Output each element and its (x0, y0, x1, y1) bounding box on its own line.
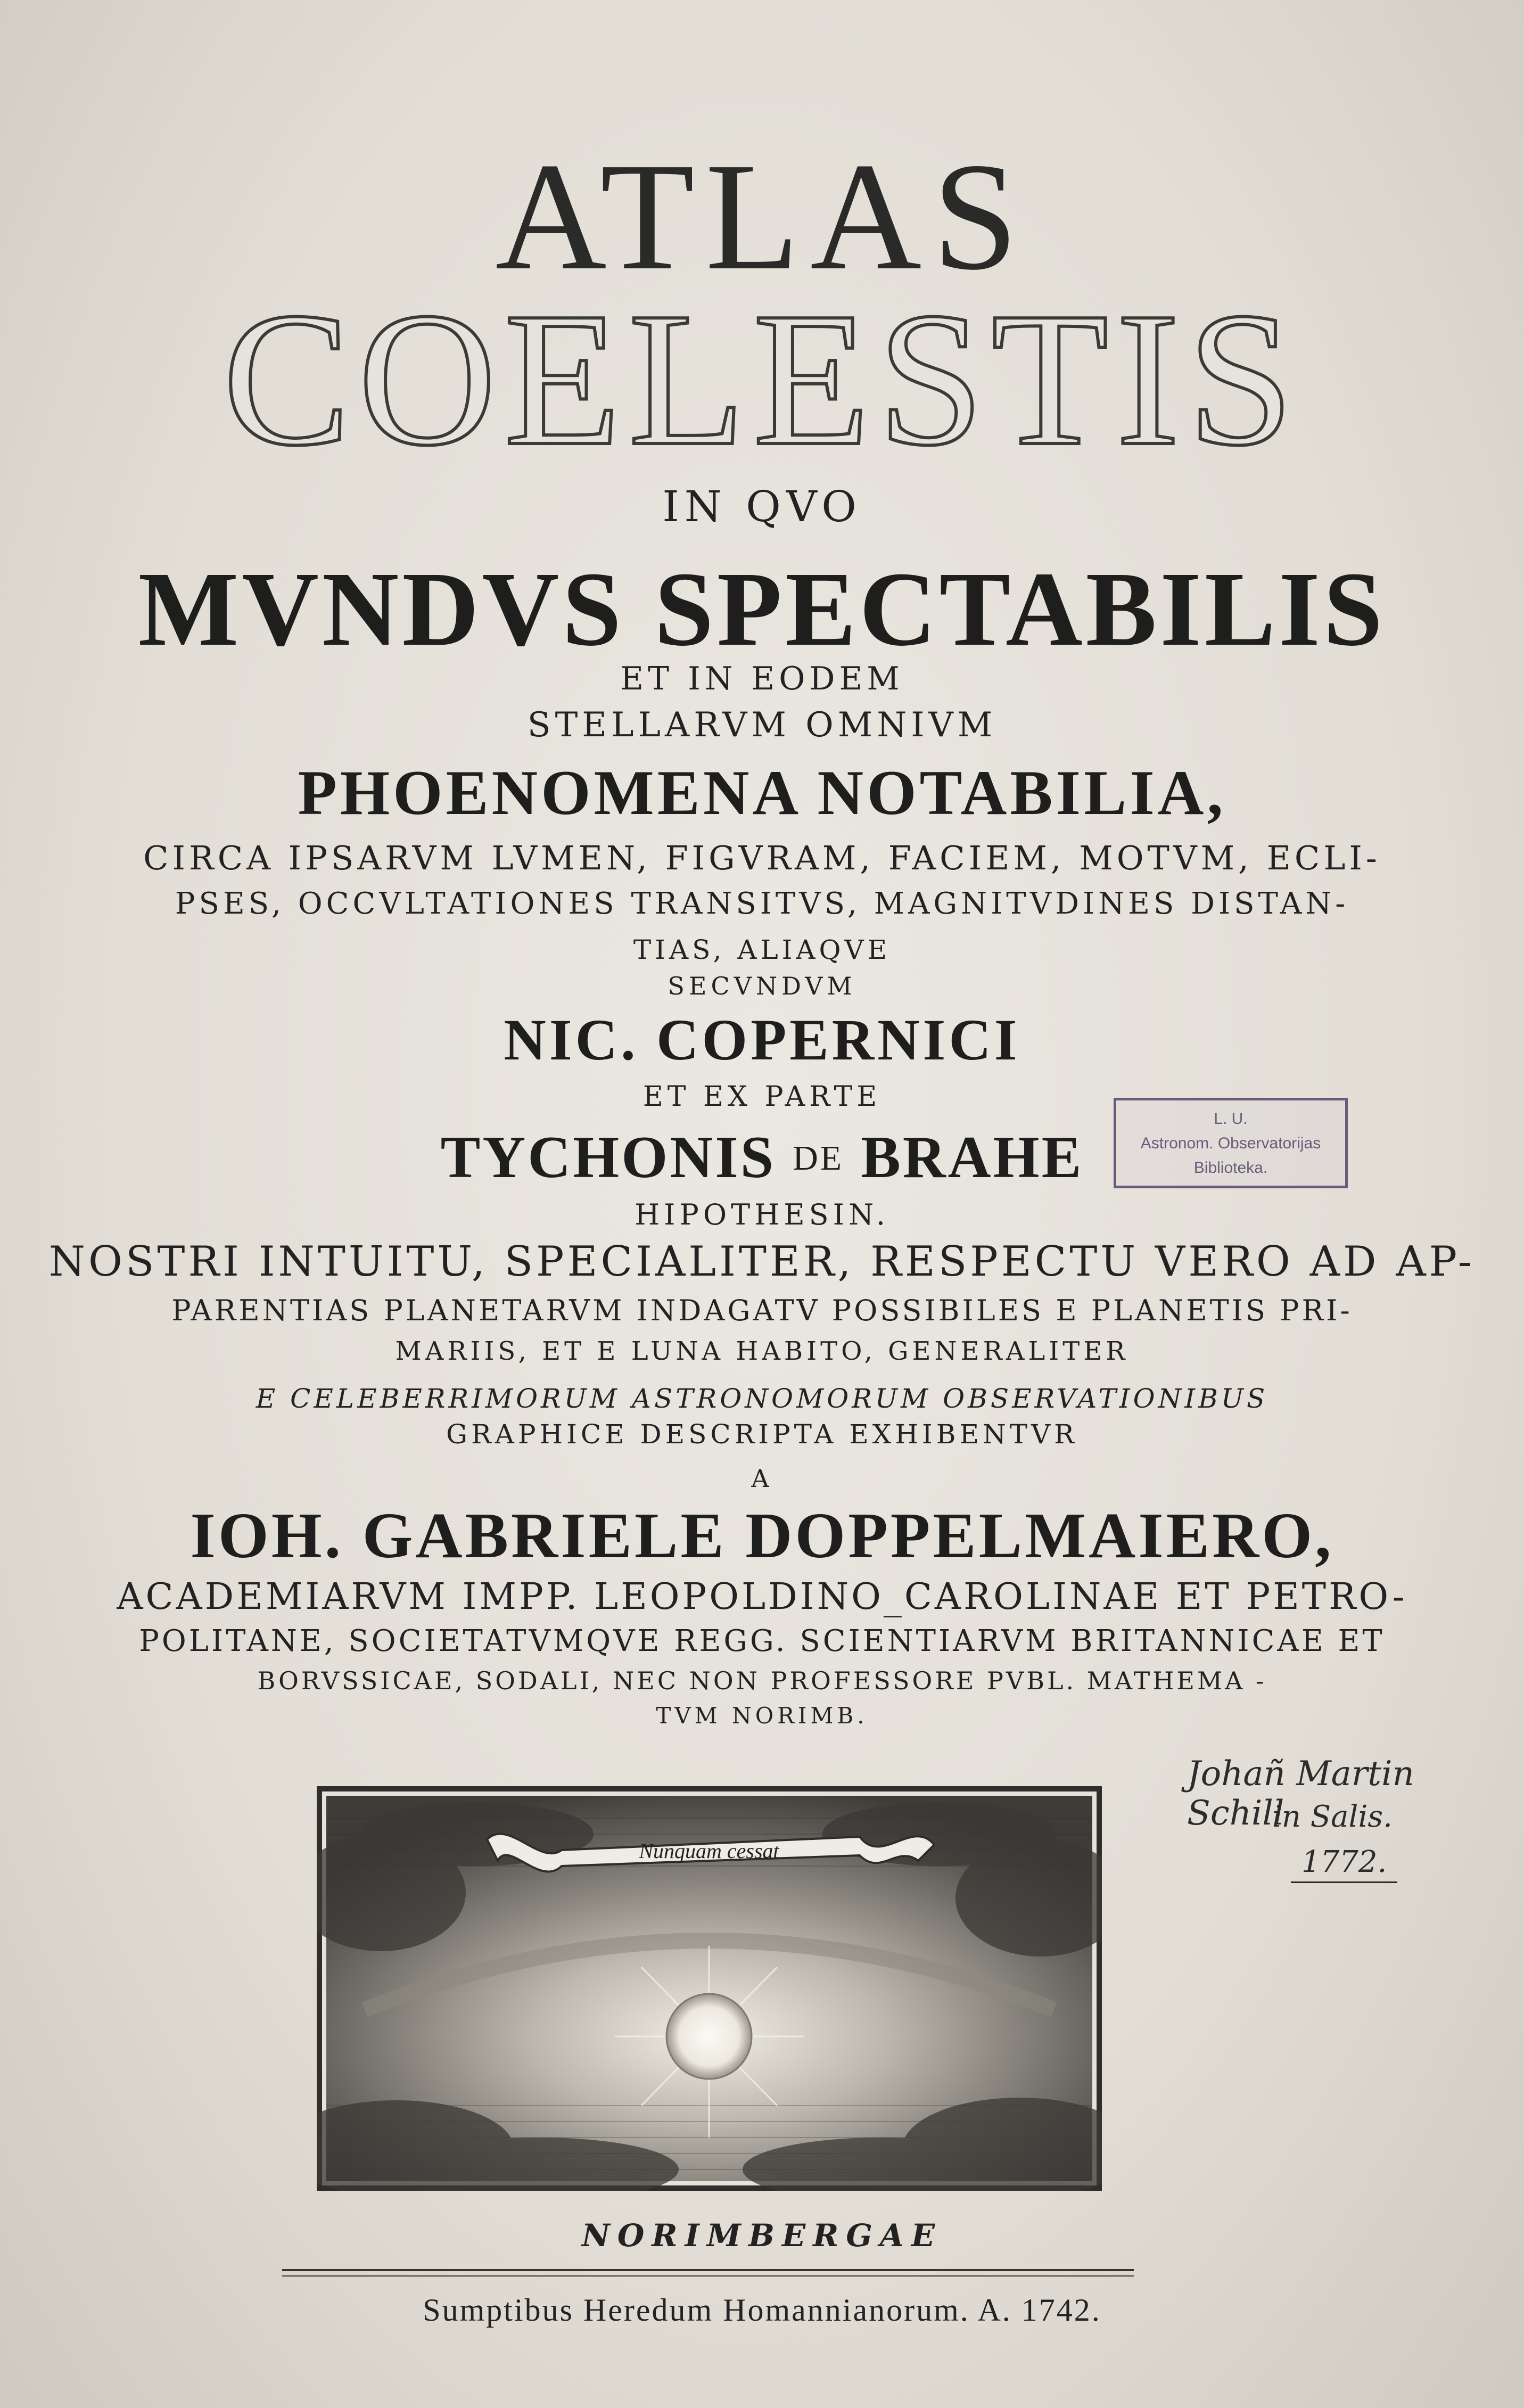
line-mundus-spectabilis: MVNDVS SPECTABILIS (138, 550, 1386, 668)
signature-line-3: 1772. (1291, 1845, 1397, 1883)
line-et-ex-parte: ET EX PARTE (642, 1081, 882, 1113)
line-phoenomena: PHOENOMENA NOTABILIA, (298, 757, 1226, 828)
title-atlas: ATLAS (495, 131, 1029, 302)
line-et-in-eodem: ET IN EODEM (620, 660, 904, 697)
line-circa-1: CIRCA IPSARVM LVMEN, FIGVRAM, FACIEM, MOTVM, ECLI- (143, 839, 1381, 877)
imprint-rule-top (282, 2269, 1134, 2271)
line-circa-3: TIAS, ALIAQVE (633, 934, 891, 965)
line-in-quo: IN QVO (662, 482, 862, 531)
imprint-line: Sumptibus Heredum Homannianorum. A. 1742. (423, 2292, 1101, 2328)
line-hipothesin: HIPOTHESIN. (635, 1198, 889, 1231)
line-celeberrimorum: E CELEBERRIMORUM ASTRONOMORUM OBSERVATIONIBUS (256, 1383, 1268, 1414)
brahe: BRAHE (861, 1124, 1084, 1190)
line-copernici: NIC. COPERNICI (504, 1007, 1020, 1072)
library-stamp (1114, 1098, 1348, 1188)
line-academiarum-1: ACADEMIARVM IMPP. LEOPOLDINO_CAROLINAE ET PETRO- (117, 1576, 1407, 1618)
line-a: A (751, 1464, 773, 1493)
stamp-line-3: Biblioteka. (1193, 1159, 1268, 1177)
imprint-rule-bottom (282, 2275, 1134, 2276)
line-academiarum-3: BORVSSICAE, SODALI, NEC NON PROFESSORE PVBL. MATHEMA - (257, 1666, 1267, 1695)
place-norimbergae: NORIMBERGAE (581, 2217, 943, 2254)
line-doppelmaiero: IOH. GABRIELE DOPPELMAIERO, (190, 1500, 1334, 1572)
handwritten-signature (1176, 1754, 1517, 1898)
title-coelestis: COELESTIS (223, 273, 1301, 485)
line-nostri-1: NOSTRI INTUITU, SPECIALITER, RESPECTU VERO AD AP- (48, 1238, 1476, 1286)
line-circa-2: PSES, OCCVLTATIONES TRANSITVS, MAGNITVDINES DISTAN- (175, 886, 1349, 921)
line-nostri-2: PARENTIAS PLANETARVM INDAGATV POSSIBILES E PLANETIS PRI- (171, 1294, 1353, 1327)
signature-line-2: in Salis. (1272, 1799, 1393, 1834)
engraved-vignette (317, 1786, 1102, 2191)
line-graphice: GRAPHICE DESCRIPTA EXHIBENTVR (446, 1419, 1078, 1450)
line-academiarum-2: POLITANE, SOCIETATVMQVE REGG. SCIENTIARVM BRITANNICAE ET (139, 1624, 1385, 1658)
stamp-line-1: L. U. (1214, 1110, 1248, 1128)
line-stellarum-omnium: STELLARVM OMNIVM (527, 705, 997, 745)
signature-line-1: Johañ Martin Schill (1187, 1754, 1414, 1833)
line-secundum: SECVNDVM (668, 972, 856, 1000)
stamp-line-2: Astronom. Observatorijas (1140, 1135, 1321, 1152)
line-nostri-3: MARIIS, ET E LUNA HABITO, GENERALITER (395, 1336, 1129, 1366)
motto-text: Nunquam cessat (639, 1839, 779, 1863)
line-academiarum-4: TVM NORIMB. (656, 1703, 868, 1729)
de: DE (793, 1139, 844, 1178)
sun-disc (666, 1994, 752, 2079)
tychonis: TYCHONIS (440, 1124, 776, 1190)
